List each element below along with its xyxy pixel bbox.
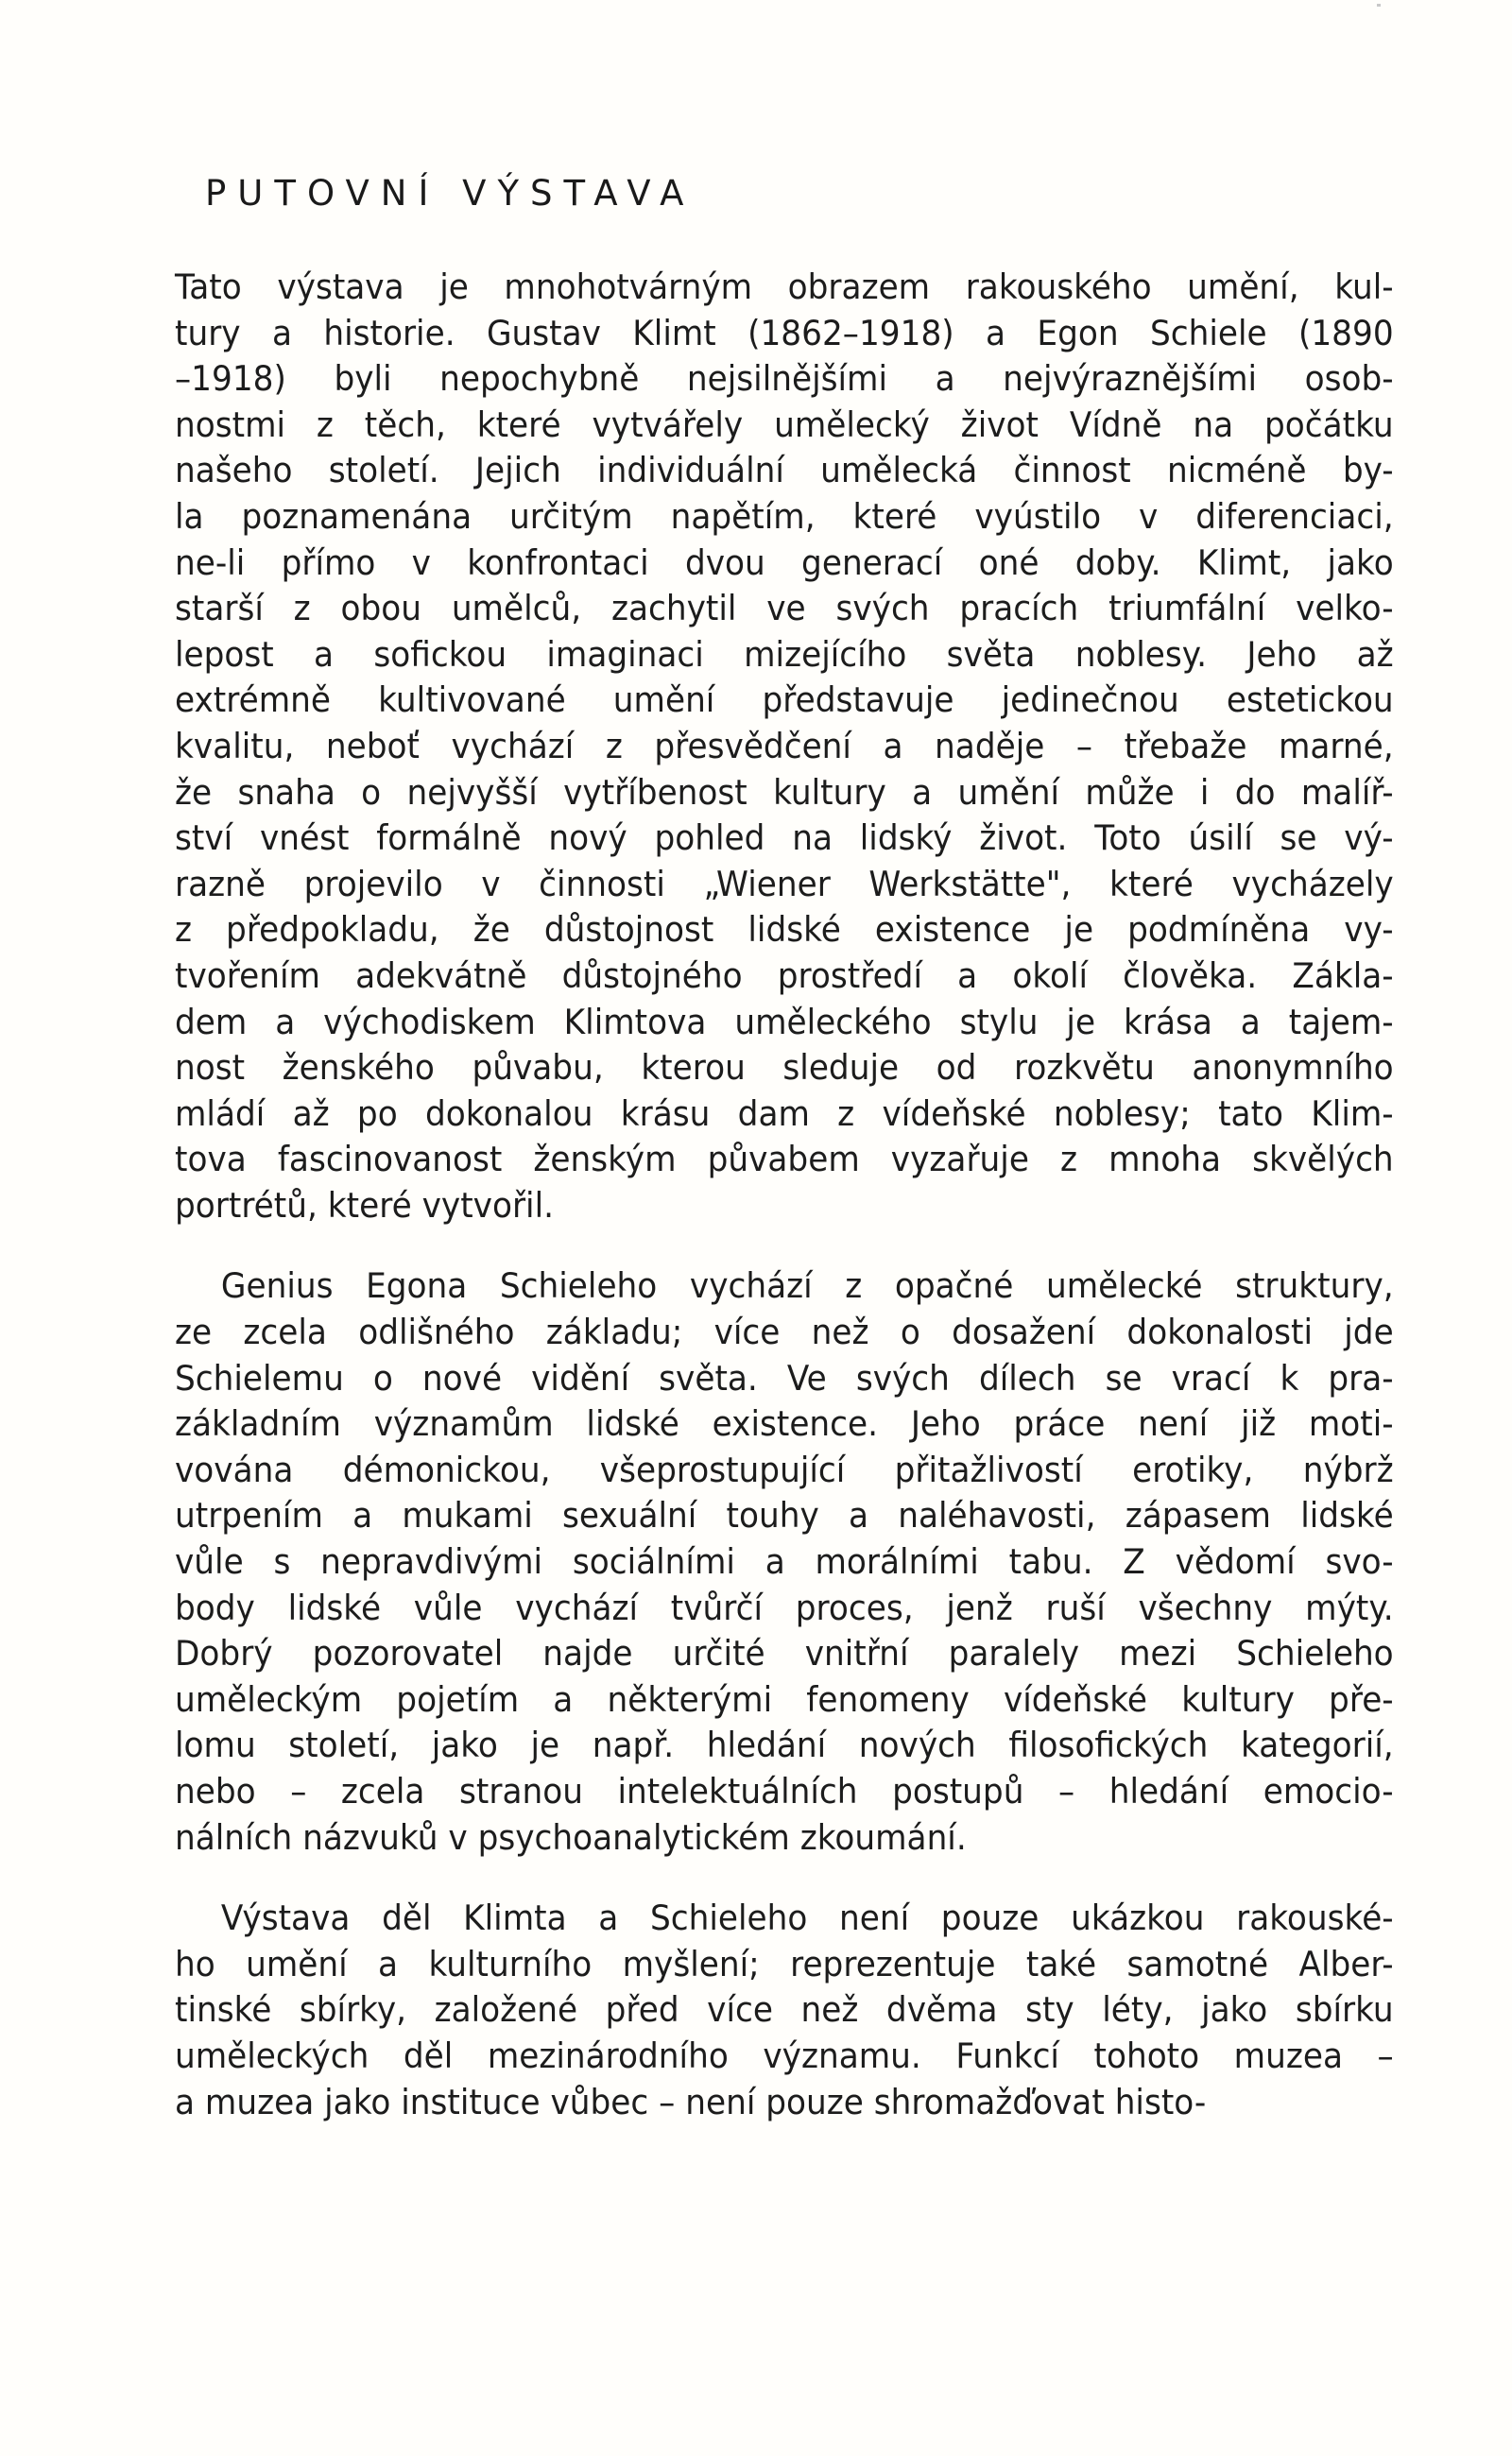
scan-mark [1377, 4, 1381, 7]
page-title: PUTOVNÍ VÝSTAVA [205, 173, 696, 214]
text-line: portrétů, které vytvořil. [175, 1184, 555, 1226]
text-line: Výstava děl Klimta a Schieleho není pouze ukázkou rakouské- [220, 1898, 1394, 1939]
text-line: ne-li přímo v konfrontaci dvou generací oné doby. Klimt, jako [175, 541, 1394, 583]
text-line: uměleckých děl mezinárodního významu. Funkcí tohoto muzea – [175, 2035, 1394, 2076]
text-line: lepost a sofickou imaginaci mizejícího světa noblesy. Jeho až [175, 633, 1394, 675]
text-line: tury a historie. Gustav Klimt (1862–1918) a Egon Schiele (1890 [175, 312, 1394, 353]
text-line: body lidské vůle vychází tvůrčí proces, jenž ruší všechny mýty. [175, 1587, 1394, 1628]
text-line: vůle s nepravdivými sociálními a morálními tabu. Z vědomí svo- [175, 1541, 1394, 1583]
paragraph-3 [175, 1896, 1394, 2125]
text-line: mládí až po dokonalou krásu dam z vídeňské noblesy; tato Klim- [175, 1092, 1394, 1134]
text-line: –1918) byli nepochybně nejsilnějšími a nejvýraznějšími osob- [175, 358, 1394, 400]
text-line: lomu století, jako je např. hledání nových filosofických kategorií, [175, 1725, 1394, 1766]
text-line: tova fascinovanost ženským půvabem vyzařuje z mnoha skvělých [175, 1139, 1394, 1180]
text-line: nebo – zcela stranou intelektuálních postupů – hledání emocio- [175, 1771, 1394, 1812]
text-line: Genius Egona Schieleho vychází z opačné umělecké struktury, [220, 1265, 1394, 1307]
text-line: razně projevilo v činnosti „Wiener Werkstätte", které vycházely [175, 863, 1394, 904]
text-line: nálních názvuků v psychoanalytickém zkoumání. [175, 1816, 967, 1858]
text-line: základním významům lidské existence. Jeho práce není již moti- [175, 1403, 1394, 1445]
text-line: Tato výstava je mnohotvárným obrazem rakouského umění, kul- [175, 266, 1394, 307]
text-line: vována démonickou, všeprostupující přitažlivostí erotiky, nýbrž [175, 1449, 1394, 1490]
text-line: tvořením adekvátně důstojného prostředí a okolí člověka. Zákla- [175, 954, 1394, 996]
text-line: z předpokladu, že důstojnost lidské existence je podmíněna vy- [175, 909, 1394, 951]
text-line: utrpením a mukami sexuální touhy a naléhavosti, zápasem lidské [175, 1495, 1394, 1537]
text-line: Dobrý pozorovatel najde určité vnitřní paralely mezi Schieleho [175, 1633, 1394, 1675]
text-line: Schielemu o nové vidění světa. Ve svých dílech se vrací k pra- [175, 1357, 1394, 1399]
text-line: extrémně kultivované umění představuje jedinečnou estetickou [175, 679, 1394, 721]
text-line: uměleckým pojetím a některými fenomeny vídeňské kultury pře- [175, 1678, 1394, 1720]
text-line: nost ženského půvabu, kterou sleduje od rozkvětu anonymního [175, 1047, 1394, 1089]
text-line: kvalitu, neboť vychází z přesvědčení a naděje – třebaže marné, [175, 725, 1394, 766]
paragraph-1 [175, 265, 1394, 1228]
text-line: tinské sbírky, založené před více než dvěma sty léty, jako sbírku [175, 1989, 1394, 2031]
text-line: ze zcela odlišného základu; více než o dosažení dokonalosti jde [175, 1312, 1394, 1353]
text-line: našeho století. Jejich individuální umělecká činnost nicméně by- [175, 450, 1394, 491]
text-line: starší z obou umělců, zachytil ve svých pracích triumfální velko- [175, 588, 1394, 629]
text-line: ho umění a kulturního myšlení; reprezentuje také samotné Alber- [175, 1943, 1394, 1984]
text-line: ství vnést formálně nový pohled na lidský život. Toto úsilí se vý- [175, 817, 1394, 859]
text-line: la poznamenána určitým napětím, které vyústilo v diferenciaci, [175, 495, 1394, 537]
body-text [175, 265, 1394, 2125]
text-line: nostmi z těch, které vytvářely umělecký život Vídně na počátku [175, 404, 1394, 445]
text-line: a muzea jako instituce vůbec – není pouze shromažďovat histo- [175, 2081, 1207, 2122]
text-line: dem a východiskem Klimtova uměleckého stylu je krása a tajem- [175, 1001, 1394, 1042]
text-line: že snaha o nejvyšší vytříbenost kultury a umění může i do malíř- [175, 771, 1394, 813]
paragraph-2 [175, 1263, 1394, 1861]
